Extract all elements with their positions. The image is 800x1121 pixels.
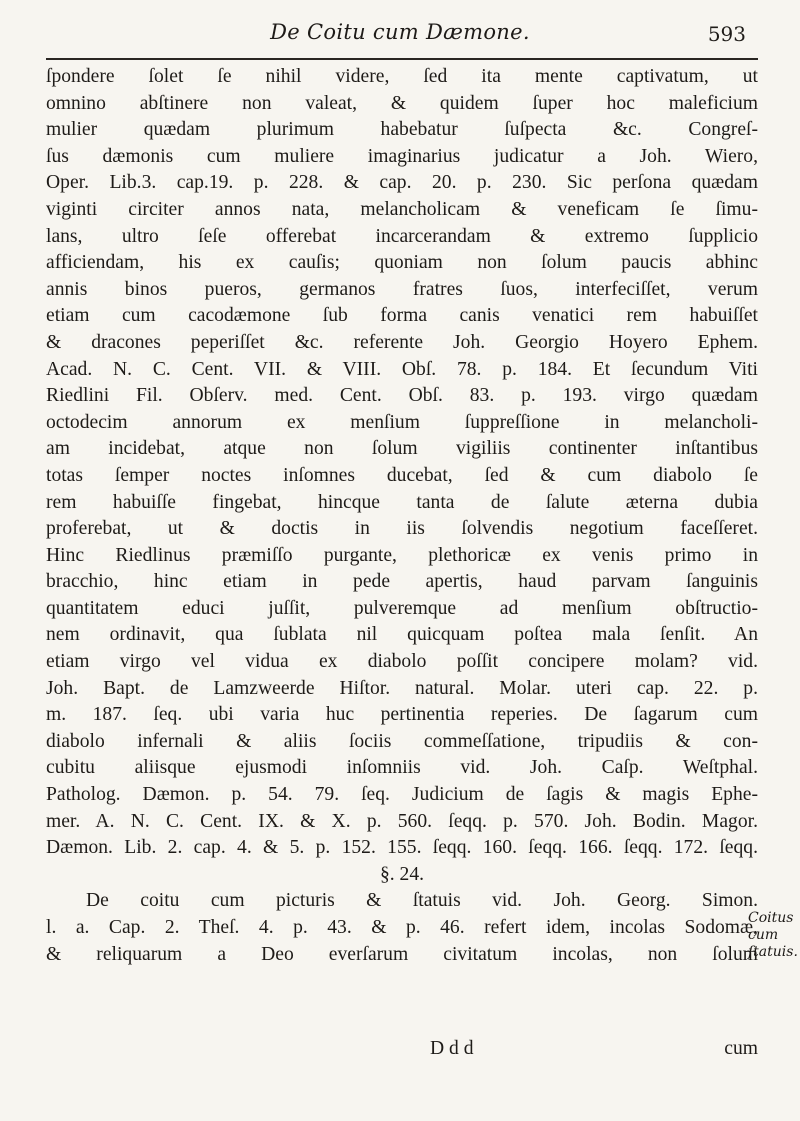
text-line: Acad. N. C. Cent. VII. & VIII. Obſ. 78. p. 184. Et ſecundum Viti (46, 358, 758, 380)
text-line: am incidebat, atque non ſolum vigiliis continenter inſtantibus (46, 438, 758, 460)
text-line: totas ſemper noctes inſomnes ducebat, ſed & cum diabolo ſe (46, 464, 758, 486)
text-line: octodecim annorum ex menſium ſuppreſſione in melancholi- (46, 411, 758, 433)
text-line: afficiendam, his ex cauſis; quoniam non ſolum paucis abhinc (46, 252, 758, 274)
catchword: cum (724, 1038, 758, 1059)
text-line: mer. A. N. C. Cent. IX. & X. p. 560. ſeqq. p. 570. Joh. Bodin. Magor. (46, 810, 758, 832)
text-line: omnino abſtinere non valeat, & quidem ſuper hoc maleficium (46, 92, 758, 114)
text-line: Hinc Riedlinus præmiſſo purgante, plethoricæ ex venis primo in (46, 544, 758, 566)
text-line: mulier quædam plurimum habebatur ſuſpecta &c. Congreſ- (46, 119, 758, 141)
text-line: cubitu aliisque ejusmodi inſomniis vid. Joh. Caſp. Weſtphal. (46, 757, 758, 779)
text-line: Riedlini Fil. Obſerv. med. Cent. Obſ. 83. p. 193. virgo quædam (46, 385, 758, 407)
text-line: & dracones peperiſſet &c. referente Joh. Georgio Hoyero Ephem. (46, 331, 758, 353)
text-line: nem ordinavit, qua ſublata nil quicquam poſtea mala ſenſit. An (46, 624, 758, 646)
text-line: etiam virgo vel vidua ex diabolo poſſit concipere molam? vid. (46, 651, 758, 673)
text-line: etiam cum cacodæmone ſub forma canis venatici rem habuiſſet (46, 305, 758, 327)
section-mark: §. 24. (379, 863, 425, 885)
text-line: viginti circiter annos nata, melancholicam & veneficam ſe ſimu- (46, 198, 758, 220)
page-number: 593 (707, 22, 746, 46)
body-text (46, 64, 758, 968)
running-title: De Coitu cum Dæmone. (270, 20, 530, 44)
text-line: De coitu cum picturis & ſtatuis vid. Joh. Georg. Simon. (86, 890, 758, 912)
text-line: bracchio, hinc etiam in pede apertis, haud parvam ſanguinis (46, 571, 758, 593)
text-line: diabolo infernali & aliis ſociis commeſſatione, tripudiis & con- (46, 730, 758, 752)
text-line: annis binos pueros, germanos fratres ſuos, interfeciſſet, verum (46, 278, 758, 300)
text-line: ſus dæmonis cum muliere imaginarius judicatur a Joh. Wiero, (46, 145, 758, 167)
text-line: Patholog. Dæmon. p. 54. 79. ſeq. Judicium de ſagis & magis Ephe- (46, 784, 758, 806)
text-line: & reliquarum a Deo everſarum civitatum incolas, non ſolum (46, 943, 758, 965)
margin-note: Coitus cum ſtatuis. (748, 910, 798, 960)
signature-mark: D d d (430, 1038, 474, 1059)
text-line: quantitatem educi juſſit, pulveremque ad menſium obſtructio- (46, 597, 758, 619)
text-line: rem habuiſſe fingebat, hincque tanta de ſalute æterna dubia (46, 491, 758, 513)
text-line: ſpondere ſolet ſe nihil videre, ſed ita mente captivatum, ut (46, 66, 758, 87)
text-line: Dæmon. Lib. 2. cap. 4. & 5. p. 152. 155. ſeqq. 160. ſeqq. 166. ſeqq. 172. ſeqq. (46, 837, 758, 859)
text-line: proferebat, ut & doctis in iis ſolvendis negotium faceſſeret. (46, 518, 758, 540)
text-line: Oper. Lib.3. cap.19. p. 228. & cap. 20. p. 230. Sic perſona quædam (46, 172, 758, 194)
header-rule (46, 58, 758, 60)
text-line: m. 187. ſeq. ubi varia huc pertinentia reperies. De ſagarum cum (46, 704, 758, 726)
text-line: l. a. Cap. 2. Theſ. 4. p. 43. & p. 46. refert idem, incolas Sodomæ, (46, 917, 758, 938)
running-head (80, 20, 746, 50)
text-line: Joh. Bapt. de Lamzweerde Hiſtor. natural. Molar. uteri cap. 22. p. (46, 677, 758, 699)
text-line: lans, ultro ſeſe offerebat incarcerandam & extremo ſupplicio (46, 225, 758, 247)
